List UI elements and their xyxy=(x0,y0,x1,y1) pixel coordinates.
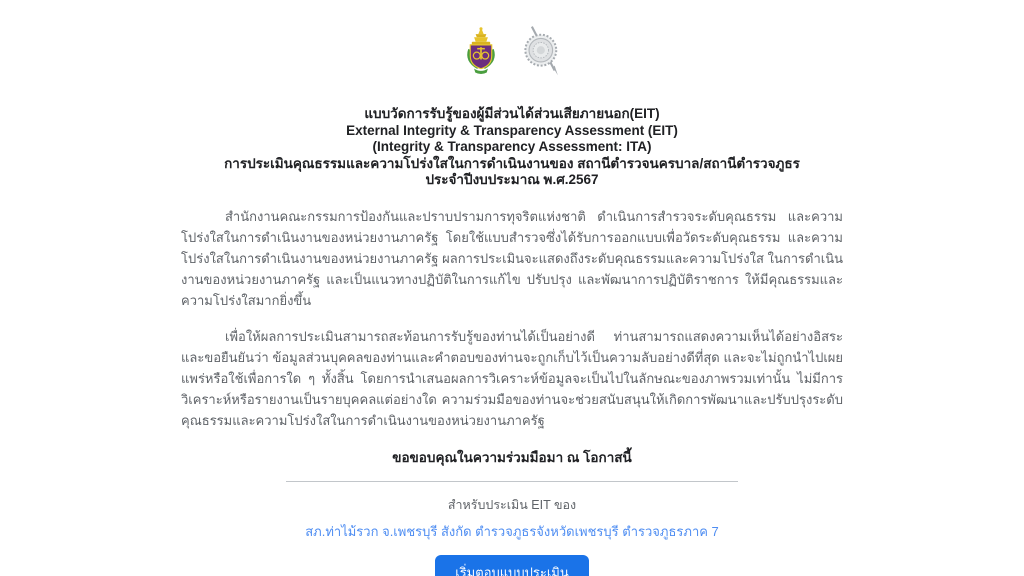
start-survey-button[interactable]: เริ่มตอบแบบประเมิน xyxy=(435,555,589,576)
divider xyxy=(286,481,738,482)
title-line-english: External Integrity & Transparency Assessment (EIT) xyxy=(346,122,678,138)
intro-paragraph-1: สำนักงานคณะกรรมการป้องกันและปราบปรามการทุจริตแห่งชาติ ดำเนินการสำรวจระดับคุณธรรม และความโปร่งใสในการดำเนินงานของหน่วยงานภาครัฐ โดยใช้แบบสำรวจซึ่งได้รับการออกแบบเพื่อวัดระดับคุณธรรม และความโปร่งใสในการดำเนินงานของหน่วยงานภาครัฐ ผลการประเมินจะแสดงถึงระดับคุณธรรมและความโปร่งใส ในการดำเนินงานของหน่วยงานภาครัฐ และเป็นแนวทางปฏิบัติในการแก้ไข ปรับปรุง และพัฒนาการปฏิบัติราชการ ให้มีคุณธรรมและความโปร่งใสมากยิ่งขึ้น xyxy=(181,208,843,308)
for-assessment-label: สำหรับประเมิน EIT ของ xyxy=(447,497,577,512)
survey-intro-page xyxy=(181,0,843,576)
nacc-emblem-icon xyxy=(458,26,504,81)
logo-row xyxy=(181,26,843,80)
police-seal-icon xyxy=(514,25,566,82)
page-title-block xyxy=(181,106,843,189)
intro-paragraph-2: เพื่อให้ผลการประเมินสามารถสะท้อนการรับรู้ของท่านได้เป็นอย่างดี ท่านสามารถแสดงความเห็นได้อย่างอิสระ และขอยืนยันว่า ข้อมูลส่วนบุคคลของท่านและคำตอบของท่านจะถูกเก็บไว้เป็นความลับอย่างดีที่สุด และจะไม่ถูกนำไปเผยแพร่หรือใช้เพื่อการใด ๆ ทั้งสิ้น โดยการนำเสนอผลการวิเคราะห์ข้อมูลจะเป็นไปในลักษณะของภาพรวมเท่านั้น ไม่มีการวิเคราะห์หรือรายงานเป็นรายบุคคลแต่อย่างใด ความร่วมมือของท่านจะช่วยสนับสนุนให้เกิดการพัฒนาและปรับปรุงระดับคุณธรรมและความโปร่งใสในการดำเนินงานของหน่วยงานภาครัฐ xyxy=(181,328,843,428)
thanks-line: ขอขอบคุณในความร่วมมือมา ณ โอกาสนี้ xyxy=(392,449,632,465)
start-button-row xyxy=(181,555,843,576)
title-line-ita: (Integrity & Transparency Assessment: ITA) xyxy=(372,139,652,154)
title-line-assessment: การประเมินคุณธรรมและความโปร่งใสในการดำเนินงานของ สถานีตำรวจนครบาล/สถานีตำรวจภูธร xyxy=(224,155,800,171)
title-line-fiscal-year: ประจำปีงบประมาณ พ.ศ.2567 xyxy=(425,172,599,187)
title-line-thai: แบบวัดการรับรู้ของผู้มีส่วนได้ส่วนเสียภายนอก(EIT) xyxy=(364,106,660,121)
agency-link[interactable]: สภ.ท่าไม้รวก จ.เพชรบุรี สังกัด ตำรวจภูธรจังหวัดเพชรบุรี ตำรวจภูธรภาค 7 xyxy=(305,523,719,539)
